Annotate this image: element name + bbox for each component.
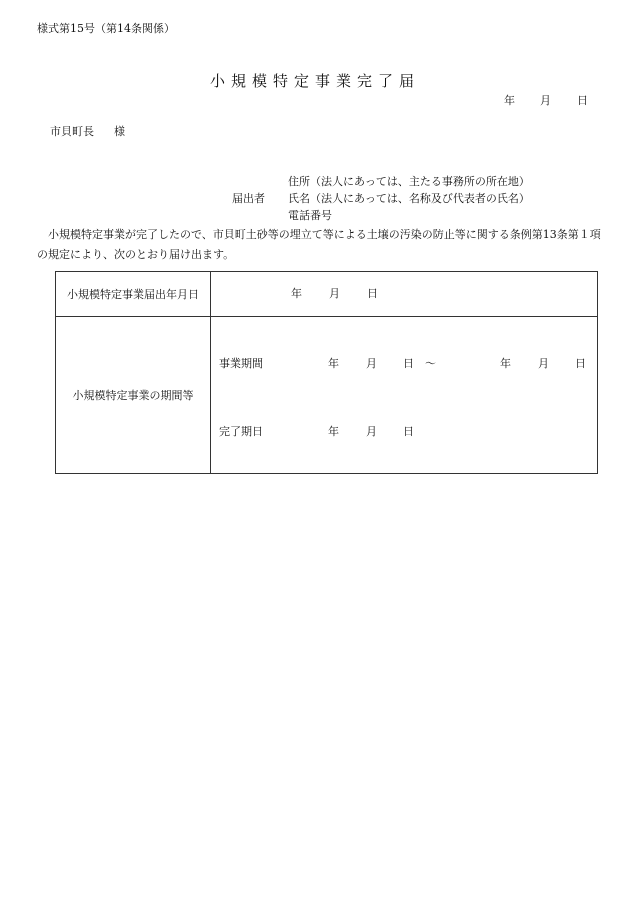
completion-day: 日 bbox=[403, 425, 414, 438]
table-row bbox=[56, 272, 598, 317]
period-start-month: 月 bbox=[366, 357, 377, 370]
period-label: 事業期間 bbox=[219, 357, 263, 370]
period-separator: ～ bbox=[425, 357, 436, 370]
applicant-address: 住所（法人にあっては、主たる事務所の所在地） bbox=[288, 175, 530, 188]
completion-month: 月 bbox=[366, 425, 377, 438]
completion-table bbox=[55, 271, 598, 474]
addressee-honorific: 様 bbox=[114, 125, 125, 138]
applicant-block bbox=[232, 173, 530, 224]
addressee bbox=[50, 125, 125, 139]
applicant-label: 届出者 bbox=[232, 192, 265, 205]
addressee-name: 市貝町長 bbox=[50, 125, 94, 138]
header-date bbox=[504, 94, 588, 108]
completion-year: 年 bbox=[328, 425, 339, 438]
body-text: 小規模特定事業が完了したので、市貝町土砂等の埋立て等による土壌の汚染の防止等に関する条例第13条第１項の規定により、次のとおり届け出ます。 bbox=[37, 228, 601, 261]
notification-date-cell bbox=[211, 272, 598, 317]
notification-date-day: 日 bbox=[367, 287, 378, 300]
period-end-year: 年 bbox=[500, 357, 511, 370]
form-title: 小規模特定事業完了届 bbox=[209, 72, 420, 90]
period-start-day: 日 bbox=[403, 357, 414, 370]
period-section-label: 小規模特定事業の期間等 bbox=[56, 317, 211, 474]
period-start-year: 年 bbox=[328, 357, 339, 370]
applicant-name: 氏名（法人にあっては、名称及び代表者の氏名） bbox=[288, 192, 530, 205]
applicant-phone: 電話番号 bbox=[288, 209, 332, 222]
table-row bbox=[56, 317, 598, 474]
period-end-month: 月 bbox=[538, 357, 549, 370]
completion-label: 完了期日 bbox=[219, 425, 263, 438]
header-date-year: 年 bbox=[504, 94, 515, 107]
period-end-day: 日 bbox=[575, 357, 586, 370]
period-section-cell bbox=[211, 317, 598, 474]
header-date-day: 日 bbox=[577, 94, 588, 107]
header-date-month: 月 bbox=[540, 94, 551, 107]
notification-date-year: 年 bbox=[291, 287, 302, 300]
form-number: 様式第15号（第14条関係） bbox=[37, 22, 175, 35]
notification-date-month: 月 bbox=[329, 287, 340, 300]
notification-date-label: 小規模特定事業届出年月日 bbox=[56, 272, 211, 317]
